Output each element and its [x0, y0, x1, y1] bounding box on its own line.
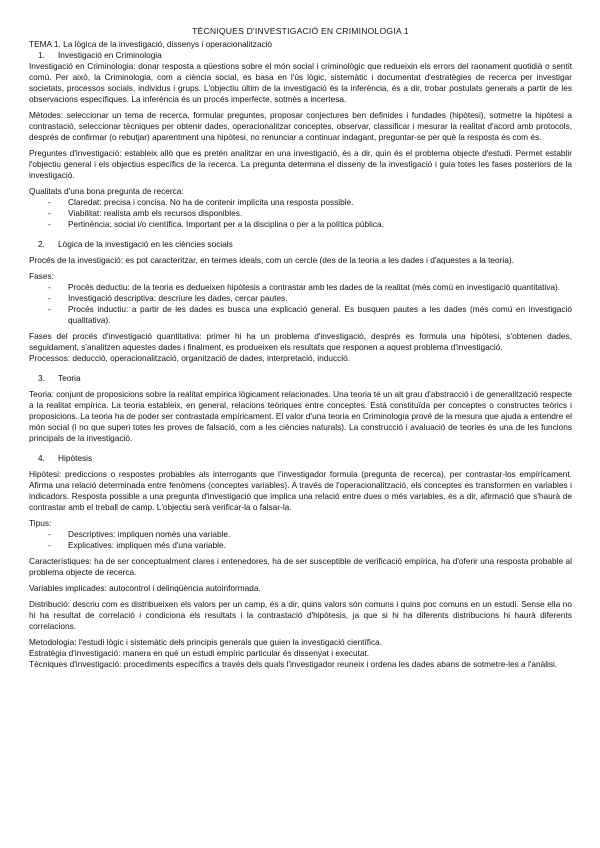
paragraph: Estratègia d'investigació: manera en què un estudi empíric particular és dissenyat i executat.	[29, 648, 370, 658]
section-4-heading	[29, 453, 572, 464]
section-number: 2.	[38, 239, 45, 249]
paragraph: Tècniques d'investigació: procediments específics a través dels quals l'investigador reuneix i ordena les dades abans de sotmetre-les a l'anàlisi.	[29, 659, 558, 669]
section-title: Lògica de la investigació en les ciències socials	[58, 239, 233, 249]
paragraph: Metodologia: l'estudi lògic i sistemàtic dels principis generals que guien la investigació científica.	[29, 637, 383, 647]
paragraph: Fases del procés d'investigació quantitativa: primer hi ha un problema d'investigació, després es formula una hipòtesi, s'obtenen dades, seguidament, s'analitzen aquestes dades i finalment, es produeixen els resultats que responen a aquest problema d'investigació.	[29, 331, 572, 352]
list-item: - Procés deductiu: de la teoria es dedueixen hipòtesis a contrastar amb les dades de la realitat (més comú en investigació quantitativa).	[48, 282, 561, 292]
paragraph: Procés de la investigació: es pot caracteritzar, en termes ideals, com un cercle (des de la teoria a les dades i d'aquestes a la teoria).	[29, 255, 514, 265]
paragraph: Hipòtesi: prediccions o respostes probables als interrogants que l'investigador formula (pregunta de recerca), per contrastar-los empíricament. Afirma una relació determinada entre fenòmens (conceptes variables). A través de l'operacionalització, els conceptes es transformen en variables i indicadors. Resposta possible a una pregunta d'investigació que implica una relació entre dues o més variables, és a dir, afirmació que s'haurà de contrastar amb el treball de camp. L'objectiu serà verificar-la o falsar-la.	[29, 469, 572, 512]
section-title: Hipòtesis	[58, 453, 93, 463]
section-title: Investigació en Criminologia	[58, 50, 162, 60]
list-item: - Descriptives: impliquen només una variable.	[48, 529, 231, 539]
paragraph: Investigació en Criminologia: donar resposta a qüestions sobre el món social i criminològic que redueixin els errors del raonament quotidià o sentit comú. Per això, la Criminologia, com a ciència social, es basa en l'ús lògic, sistemàtic i documentat d'estratègies de recerca per investigar societats, processos socials, individus i grups. L'objectiu últim de la investigació és la inferència, és a dir, trobar postulats generals a partir de les observacions específiques. La inferència és un procés imperfecte, sotmès a incertesa.	[29, 61, 572, 104]
list-item: - Explicatives: impliquen més d'una variable.	[48, 540, 226, 550]
paragraph: Processos: deducció, operacionalització, organització de dades, interpretació, inducció.	[29, 353, 350, 363]
fases-list	[29, 282, 572, 326]
paragraph: Distribució: descriu com es distribueixen els valors per un camp, és a dir, quins valors són comuns i quins poc comuns en un estudi. Sense ella no hi ha resultat de correlació i condiciona els resultats i la contrastació d'hipòtesis, ja que si hi ha diferents distribucions hi haurà diferents correlacions.	[29, 599, 572, 631]
tipus-list	[29, 529, 572, 551]
list-item: - Investigació descriptiva: descriure les dades, cercar pautes.	[48, 293, 288, 303]
qualitats-list	[29, 197, 572, 230]
paragraph: Característiques: ha de ser conceptualment clares i entenedores, ha de ser susceptible de verificació empírica, ha d'oferir una resposta probable al problema objecte de recerca.	[29, 556, 572, 577]
list-item: - Pertinència: social i/o científica. Important per a la disciplina o per a la política pública.	[48, 219, 384, 229]
paragraph: Teoria: conjunt de proposicions sobre la realitat empírica lògicament relacionades. Una teoria té un alt grau d'abstracció i de generalització respecte a la realitat empírica. La teoria estableix, en general, relacions teòriques entre conceptes. Està constituïda per conceptes o constructes teòrics i proposicions. La teoria ha de poder ser contrastada empíricament. El valor d'una teoria en Criminologia prové de la mesura que ajuda a entendre el món social (i no que superi totes les proves de falsació, com a les ciències naturals). La construcció i avaluació de teories és una de les funcions principals de la investigació.	[29, 389, 572, 443]
list-title: Fases:	[29, 271, 54, 281]
list-title: Tipus:	[29, 518, 52, 528]
paragraph: Mètodes: seleccionar un tema de recerca, formular preguntes, proposar conjectures ben definides i fundades (hipòtesi), sotmetre la hipòtesi a contrastació, seleccionar tècniques per obtenir dades, operacionalitzar conceptes, observar, classificar i mesurar la realitat d'acord amb protocols, després de confirmar (o rebutjar) aparentment una hipòtesi, no renunciar a continuar indagant, preguntar-se per què la resposta és com és.	[29, 110, 572, 142]
list-item: - Claredat: precisa i concisa. No ha de contenir implícita una resposta possible.	[48, 197, 354, 207]
section-2-heading	[29, 239, 572, 250]
section-number: 3.	[38, 373, 45, 383]
section-1-heading	[29, 50, 572, 61]
paragraph: Preguntes d'investigació: estableix allò que es pretén analitzar en una investigació, és a dir, quin és el problema objecte d'estudi. Permet establir l'objectiu general i els objectius específics de la recerca. La pregunta determina el disseny de la investigació i guia totes les fases posteriors de la investigació.	[29, 148, 572, 180]
list-item: - Procés inductiu: a partir de les dades es busca una explicació general. Es busquen pautes a les dades (més comú en investigació qualitativa).	[48, 304, 572, 325]
paragraph: Variables implicades: autocontrol i delinqüència autoinformada.	[29, 583, 261, 593]
tema-heading: TEMA 1. La lògica de la investigació, dissenys i operacionalització	[29, 39, 273, 49]
section-title: Teoria	[58, 373, 81, 383]
document-title: TÈCNIQUES D'INVESTIGACIÓ EN CRIMINOLOGIA 1	[192, 26, 409, 36]
list-title: Qualitats d'una bona pregunta de recerca:	[29, 186, 184, 196]
section-number: 1.	[38, 50, 45, 60]
list-item: - Viabilitat: realista amb els recursos disponibles.	[48, 208, 243, 218]
section-3-heading	[29, 373, 572, 384]
section-number: 4.	[38, 453, 45, 463]
